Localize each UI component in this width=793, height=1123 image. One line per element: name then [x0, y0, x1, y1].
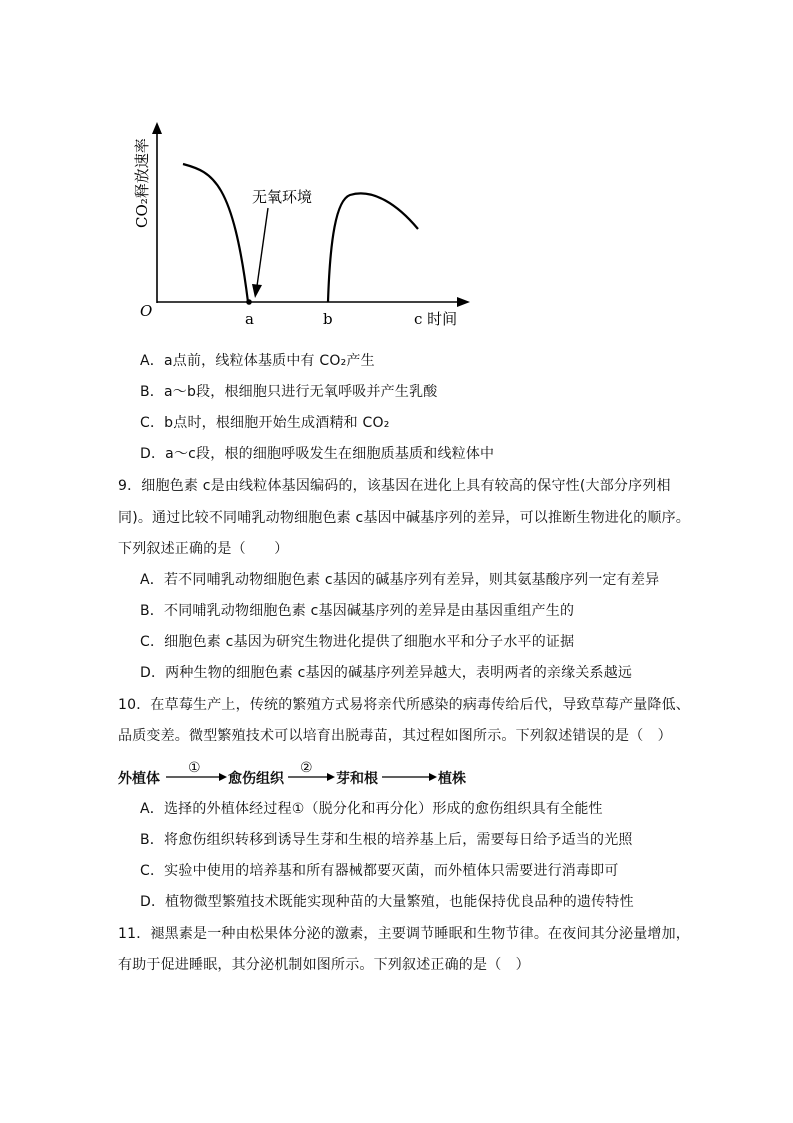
q11-stem-line-2: 有助于促进睡眠，其分泌机制如图所示。下列叙述正确的是（ ）: [118, 957, 530, 973]
q8-option-d: D．a～c段，根的细胞呼吸发生在细胞质基质和线粒体中: [140, 446, 495, 462]
flow-step-2-label: ②: [300, 760, 313, 776]
x-axis-end-label: c 时间: [414, 310, 458, 328]
q8-option-a: A．a点前，线粒体基质中有 CO₂产生: [140, 353, 375, 369]
flow-node-callus: 愈伤组织: [228, 771, 284, 787]
co2-release-rate-graph: [128, 120, 473, 330]
x-axis-arrow: [457, 297, 470, 307]
q10-option-d: D．植物微型繁殖技术既能实现种苗的大量繁殖，也能保持优良品种的遗传特性: [140, 894, 634, 910]
q9-stem-line-3: 下列叙述正确的是（ ）: [118, 541, 289, 557]
q10-stem-line-1: 10．在草莓生产上，传统的繁殖方式易将亲代所感染的病毒传给后代，导致草莓产量降低、: [118, 697, 691, 713]
q11-stem-line-1: 11．褪黑素是一种由松果体分泌的激素，主要调节睡眠和生物节律。在夜间其分泌量增加，: [118, 926, 691, 942]
curve-after-b: [328, 193, 418, 302]
point-a: [246, 299, 252, 305]
q9-stem-line-1: 9．细胞色素 c是由线粒体基因编码的，该基因在进化上具有较高的保守性(大部分序列相: [118, 478, 671, 494]
annotation-label: 无氧环境: [252, 188, 313, 206]
curve-before-a: [183, 164, 248, 302]
q9-stem-line-2: 同)。通过比较不同哺乳动物细胞色素 c基因中碱基序列的差异，可以推断生物进化的顺序。: [118, 510, 691, 526]
q10-option-b: B．将愈伤组织转移到诱导生芽和生根的培养基上后，需要每日给予适当的光照: [140, 832, 633, 848]
annotation-arrow-head: [252, 284, 262, 298]
q8-option-c: C．b点时，根细胞开始生成酒精和 CO₂: [140, 415, 390, 431]
q9-option-a: A．若不同哺乳动物细胞色素 c基因的碱基序列有差异，则其氨基酸序列一定有差异: [140, 572, 660, 588]
q9-option-b: B．不同哺乳动物细胞色素 c基因碱基序列的差异是由基因重组产生的: [140, 603, 575, 619]
annotation-arrow-line: [257, 208, 268, 286]
tick-a: a: [245, 310, 254, 328]
tick-b: b: [323, 310, 333, 328]
flow-node-buds-roots: 芽和根: [336, 771, 378, 787]
q9-option-c: C．细胞色素 c基因为研究生物进化提供了细胞水平和分子水平的证据: [140, 634, 575, 650]
q8-option-b: B．a～b段，根细胞只进行无氧呼吸并产生乳酸: [140, 384, 438, 400]
q9-option-d: D．两种生物的细胞色素 c基因的碱基序列差异越大，表明两者的亲缘关系越远: [140, 665, 633, 681]
q10-option-c: C．实验中使用的培养基和所有器械都要灭菌，而外植体只需要进行消毒即可: [140, 863, 619, 879]
q10-stem-line-2: 品质变差。微型繁殖技术可以培育出脱毒苗，其过程如图所示。下列叙述错误的是（ ）: [118, 728, 672, 744]
micropropagation-flow-diagram: [118, 760, 498, 794]
flow-step-1-label: ①: [188, 760, 201, 776]
origin-label: O: [140, 302, 153, 320]
y-axis-label: CO₂释放速率: [133, 138, 151, 228]
y-axis-arrow: [152, 122, 162, 134]
flow-arrow-3: [380, 760, 438, 794]
flow-node-plant: 植株: [438, 771, 466, 787]
q10-option-a: A．选择的外植体经过程①（脱分化和再分化）形成的愈伤组织具有全能性: [140, 801, 603, 817]
flow-node-explant: 外植体: [118, 771, 160, 787]
